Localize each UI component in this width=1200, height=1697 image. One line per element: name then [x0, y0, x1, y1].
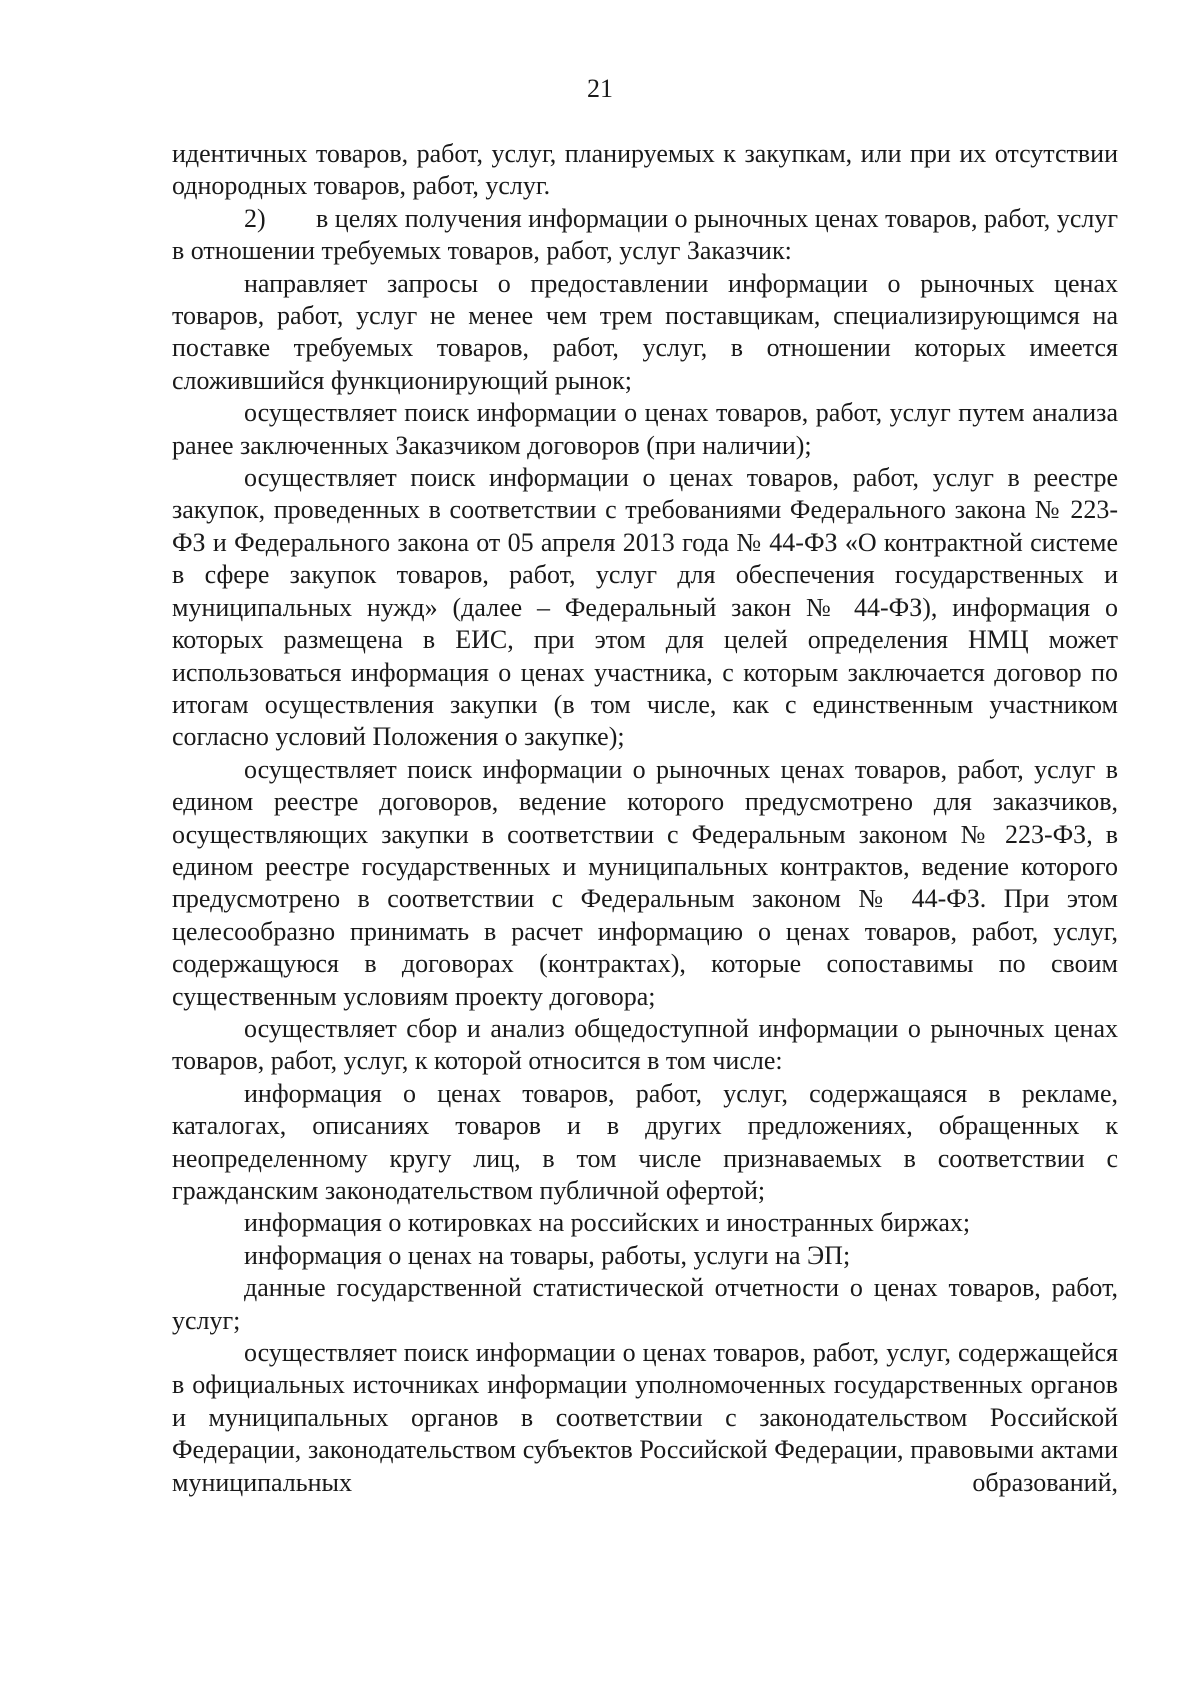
paragraph-10: информация о ценах на товары, работы, услуги на ЭП;	[244, 1240, 851, 1270]
paragraph-2-list-item	[172, 203, 1118, 268]
document-body	[172, 138, 1118, 1499]
paragraph-8: информация о ценах товаров, работ, услуг, содержащаяся в рекламе, каталогах, описаниях товаров и в других предложениях, обращенных к неопределенному кругу лиц, в том числе признаваемых в соответствии с гражданским законодательством публичной офертой;	[172, 1078, 1118, 1205]
paragraph-3: направляет запросы о предоставлении информации о рыночных ценах товаров, работ, услуг не менее чем трем поставщикам, специализирующимся на поставке требуемых товаров, работ, услуг, в отношении которых имеется сложившийся функционирующий рынок;	[172, 268, 1118, 395]
page-number: 21	[587, 74, 613, 103]
list-item-number: 2)	[244, 203, 266, 233]
paragraph-11: данные государственной статистической отчетности о ценах товаров, работ, услуг;	[172, 1273, 1118, 1335]
paragraph-2-text: в целях получения информации о рыночных ценах товаров, работ, услуг в отношении требуемых товаров, работ, услуг Заказчик:	[172, 203, 1118, 266]
paragraph-5: осуществляет поиск информации о ценах товаров, работ, услуг в реестре закупок, проведенных в соответствии с требованиями Федерального закона № 223-ФЗ и Федерального закона от 05 апреля 2013 года № 44-ФЗ «О контрактной системе в сфере закупок товаров, работ, услуг для обеспечения государственных и муниципальных нужд» (далее – Федеральный закон № 44-ФЗ), информация о которых размещена в ЕИС, при этом для целей определения НМЦ может использоваться информация о ценах участника, с которым заключается договор по итогам осуществления закупки (в том числе, как с единственным участником согласно условий Положения о закупке);	[172, 463, 1118, 752]
paragraph-6: осуществляет поиск информации о рыночных ценах товаров, работ, услуг в едином реестре договоров, ведение которого предусмотрено для заказчиков, осуществляющих закупки в соответствии с Федеральным законом № 223-ФЗ, в едином реестре государственных и муниципальных контрактов, ведение которого предусмотрено в соответствии с Федеральным законом № 44-ФЗ. При этом целесообразно принимать в расчет информацию о ценах товаров, работ, услуг, содержащуюся в договорах (контрактах), которые сопоставимы по своим существенным условиям проекту договора;	[172, 754, 1118, 1011]
paragraph-7: осуществляет сбор и анализ общедоступной информации о рыночных ценах товаров, работ, услуг, к которой относится в том числе:	[172, 1013, 1118, 1076]
paragraph-9: информация о котировках на российских и иностранных биржах;	[244, 1208, 971, 1238]
paragraph-1: идентичных товаров, работ, услуг, планируемых к закупкам, или при их отсутствии однородных товаров, работ, услуг.	[172, 139, 1118, 201]
paragraph-12: осуществляет поиск информации о ценах товаров, работ, услуг, содержащейся в официальных источниках информации уполномоченных государственных органов и муниципальных органов в соответствии с законодательством Российской Федерации, законодательством субъектов Российской Федерации, правовыми актами муниципальных образований,	[172, 1338, 1118, 1497]
paragraph-4: осуществляет поиск информации о ценах товаров, работ, услуг путем анализа ранее заключенных Заказчиком договоров (при наличии);	[172, 398, 1118, 460]
